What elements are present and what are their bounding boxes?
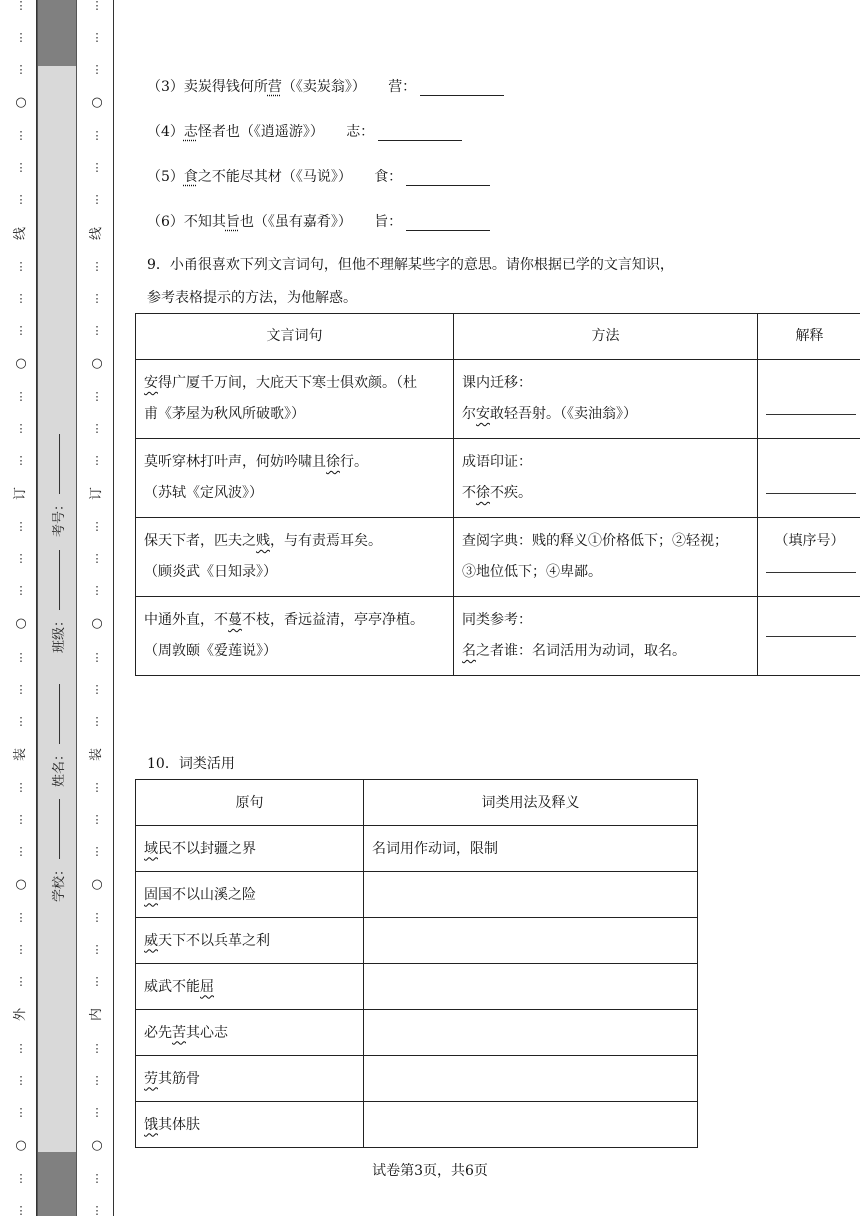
original-cell: 饿其体肤 [136, 1102, 364, 1148]
usage-cell[interactable] [364, 964, 698, 1010]
table-header-row [136, 314, 860, 360]
exam-number-field[interactable]: 考号： [43, 440, 71, 530]
seal-dots: ⋮ [92, 391, 103, 402]
sentence-cell: 保天下者，匹夫之贱，与有责焉耳矣。 （顾炎武《日知录》） [136, 518, 454, 597]
seal-dots: ⋮ [92, 553, 103, 564]
seal-dots: ⋮ [92, 162, 103, 173]
seal-dots: ⋮ [16, 325, 27, 336]
header-method: 方法 [454, 314, 758, 360]
seal-dots: ⋮ [16, 423, 27, 434]
binding-strip-bottom-block [37, 1152, 77, 1216]
seal-char: 内 [90, 1008, 103, 1021]
original-cell: 必先苦其心志 [136, 1010, 364, 1056]
table-row [136, 872, 698, 918]
seal-dots: ⋮ [92, 423, 103, 434]
q8-item-3: （3）卖炭得钱何所营（《卖炭翁》） 营： [147, 76, 504, 96]
table-row [136, 1010, 698, 1056]
seal-dots: ⋮ [16, 652, 27, 663]
seal-dots: ⋮ [92, 32, 103, 43]
answer-blank[interactable] [378, 126, 462, 141]
table-row [136, 439, 860, 518]
seal-dots: ⋮ [92, 1075, 103, 1086]
answer-cell[interactable] [758, 597, 860, 676]
seal-dots: ⋮ [92, 521, 103, 532]
seal-dots: ⋮ [16, 944, 27, 955]
seal-dots: ⋮ [16, 130, 27, 141]
sentence-cell: 中通外直，不蔓不枝，香远益清，亭亭净植。 （周敦颐《爱莲说》） [136, 597, 454, 676]
seal-dots: ⋮ [92, 1173, 103, 1184]
usage-cell[interactable]: 名词用作动词，限制 [364, 826, 698, 872]
q8-item-5: （5）食之不能尽其材（《马说》） 食： [147, 166, 490, 186]
seal-dots: ⋮ [92, 716, 103, 727]
seal-dots: ⋮ [92, 64, 103, 75]
seal-dots: ⋮ [16, 553, 27, 564]
seal-char: 线 [90, 227, 103, 240]
margin-rule-inner [113, 0, 114, 1216]
seal-dots: ⋮ [92, 684, 103, 695]
table-row [136, 360, 860, 439]
school-field[interactable]: 学校： [43, 805, 71, 895]
seal-circle: ○ [91, 1139, 102, 1152]
usage-cell[interactable] [364, 918, 698, 964]
q8-item-6: （6）不知其旨也（《虽有嘉肴》） 旨： [147, 211, 490, 231]
seal-dots: ⋮ [16, 1107, 27, 1118]
seal-dots: ⋮ [92, 455, 103, 466]
seal-dots: ⋮ [92, 912, 103, 923]
seal-dots: ⋮ [16, 521, 27, 532]
seal-char: 订 [14, 487, 27, 500]
seal-dots: ⋮ [16, 585, 27, 596]
seal-circle: ○ [15, 878, 26, 891]
seal-dots: ⋮ [92, 782, 103, 793]
seal-dots: ⋮ [92, 944, 103, 955]
seal-dots: ⋮ [92, 1107, 103, 1118]
seal-dots: ⋮ [16, 976, 27, 987]
seal-dots: ⋮ [16, 912, 27, 923]
seal-circle: ○ [91, 617, 102, 630]
table-row [136, 1102, 698, 1148]
usage-cell[interactable] [364, 872, 698, 918]
seal-dots: ⋮ [16, 716, 27, 727]
seal-dots: ⋮ [92, 325, 103, 336]
seal-char: 订 [90, 487, 103, 500]
seal-dots: ⋮ [92, 846, 103, 857]
q9-prompt-line2: 参考表格提示的方法，为他解惑。 [147, 287, 357, 307]
seal-circle: ○ [91, 357, 102, 370]
method-cell: 课内迁移： 尔安敢轻吾射。（《卖油翁》） [454, 360, 758, 439]
seal-char: 装 [90, 748, 103, 761]
seal-dots: ⋮ [16, 782, 27, 793]
answer-blank[interactable] [420, 81, 504, 96]
table-row [136, 826, 698, 872]
table-row [136, 1056, 698, 1102]
q8-item-4: （4）志怪者也（《逍遥游》） 志： [147, 121, 462, 141]
table-header-row [136, 780, 698, 826]
seal-dots: ⋮ [16, 261, 27, 272]
usage-cell[interactable] [364, 1102, 698, 1148]
seal-dots: ⋮ [16, 293, 27, 304]
q10-title: 10．词类活用 [147, 753, 235, 773]
seal-dots: ⋮ [92, 585, 103, 596]
method-cell: 查阅字典：贱的释义①价格低下；②轻视； ③地位低下；④卑鄙。 [454, 518, 758, 597]
header-usage: 词类用法及释义 [364, 780, 698, 826]
method-cell: 同类参考： 名之者谁：名词活用为动词，取名。 [454, 597, 758, 676]
q9-table [135, 313, 860, 676]
inner-seal-line [86, 0, 108, 1216]
answer-cell[interactable] [758, 439, 860, 518]
outer-seal-line [10, 0, 32, 1216]
original-cell: 威武不能屈 [136, 964, 364, 1010]
seal-dots: ⋮ [92, 0, 103, 11]
original-cell: 劳其筋骨 [136, 1056, 364, 1102]
original-cell: 域民不以封疆之界 [136, 826, 364, 872]
answer-cell[interactable] [758, 360, 860, 439]
sentence-cell: 莫听穿林打叶声，何妨吟啸且徐行。 （苏轼《定风波》） [136, 439, 454, 518]
seal-dots: ⋮ [16, 194, 27, 205]
answer-blank[interactable] [406, 171, 490, 186]
seal-dots: ⋮ [16, 162, 27, 173]
seal-dots: ⋮ [16, 1173, 27, 1184]
seal-dots: ⋮ [16, 64, 27, 75]
seal-circle: ○ [15, 617, 26, 630]
seal-char: 外 [14, 1008, 27, 1021]
q10-table [135, 779, 698, 1148]
name-field[interactable]: 姓名： [43, 690, 71, 780]
header-sentence: 文言词句 [136, 314, 454, 360]
seal-dots: ⋮ [16, 846, 27, 857]
table-row [136, 518, 860, 597]
seal-dots: ⋮ [16, 391, 27, 402]
seal-dots: ⋮ [92, 814, 103, 825]
table-row [136, 597, 860, 676]
seal-dots: ⋮ [92, 194, 103, 205]
seal-dots: ⋮ [92, 652, 103, 663]
table-row [136, 918, 698, 964]
seal-dots: ⋮ [92, 1205, 103, 1216]
seal-dots: ⋮ [16, 684, 27, 695]
usage-cell[interactable] [364, 1010, 698, 1056]
header-explanation: 解释 [758, 314, 860, 360]
seal-dots: ⋮ [16, 32, 27, 43]
answer-blank[interactable] [406, 216, 490, 231]
original-cell: 固国不以山溪之险 [136, 872, 364, 918]
seal-circle: ○ [15, 96, 26, 109]
seal-dots: ⋮ [92, 1043, 103, 1054]
seal-dots: ⋮ [16, 814, 27, 825]
seal-circle: ○ [91, 878, 102, 891]
seal-dots: ⋮ [92, 293, 103, 304]
seal-dots: ⋮ [16, 1205, 27, 1216]
table-row [136, 964, 698, 1010]
original-cell: 威天下不以兵革之利 [136, 918, 364, 964]
seal-dots: ⋮ [16, 1075, 27, 1086]
header-original: 原句 [136, 780, 364, 826]
sentence-cell: 安得广厦千万间，大庇天下寒士俱欢颜。（杜 甫《茅屋为秋风所破歌》） [136, 360, 454, 439]
seal-dots: ⋮ [16, 1043, 27, 1054]
seal-circle: ○ [91, 96, 102, 109]
seal-dots: ⋮ [92, 976, 103, 987]
class-field[interactable]: 班级： [43, 556, 71, 646]
seal-char: 装 [14, 748, 27, 761]
seal-char: 线 [14, 227, 27, 240]
method-cell: 成语印证： 不徐不疾。 [454, 439, 758, 518]
page-footer: 试卷第3页，共6页 [135, 1160, 725, 1180]
binding-strip-top-block [37, 0, 77, 66]
seal-circle: ○ [15, 357, 26, 370]
seal-dots: ⋮ [16, 455, 27, 466]
seal-dots: ⋮ [92, 130, 103, 141]
seal-dots: ⋮ [16, 0, 27, 11]
q9-prompt-line1: 9．小甬很喜欢下列文言词句，但他不理解某些字的意思。请你根据已学的文言知识， [147, 254, 674, 274]
usage-cell[interactable] [364, 1056, 698, 1102]
answer-cell[interactable]: （填序号） [758, 518, 860, 597]
seal-circle: ○ [15, 1139, 26, 1152]
seal-dots: ⋮ [92, 261, 103, 272]
